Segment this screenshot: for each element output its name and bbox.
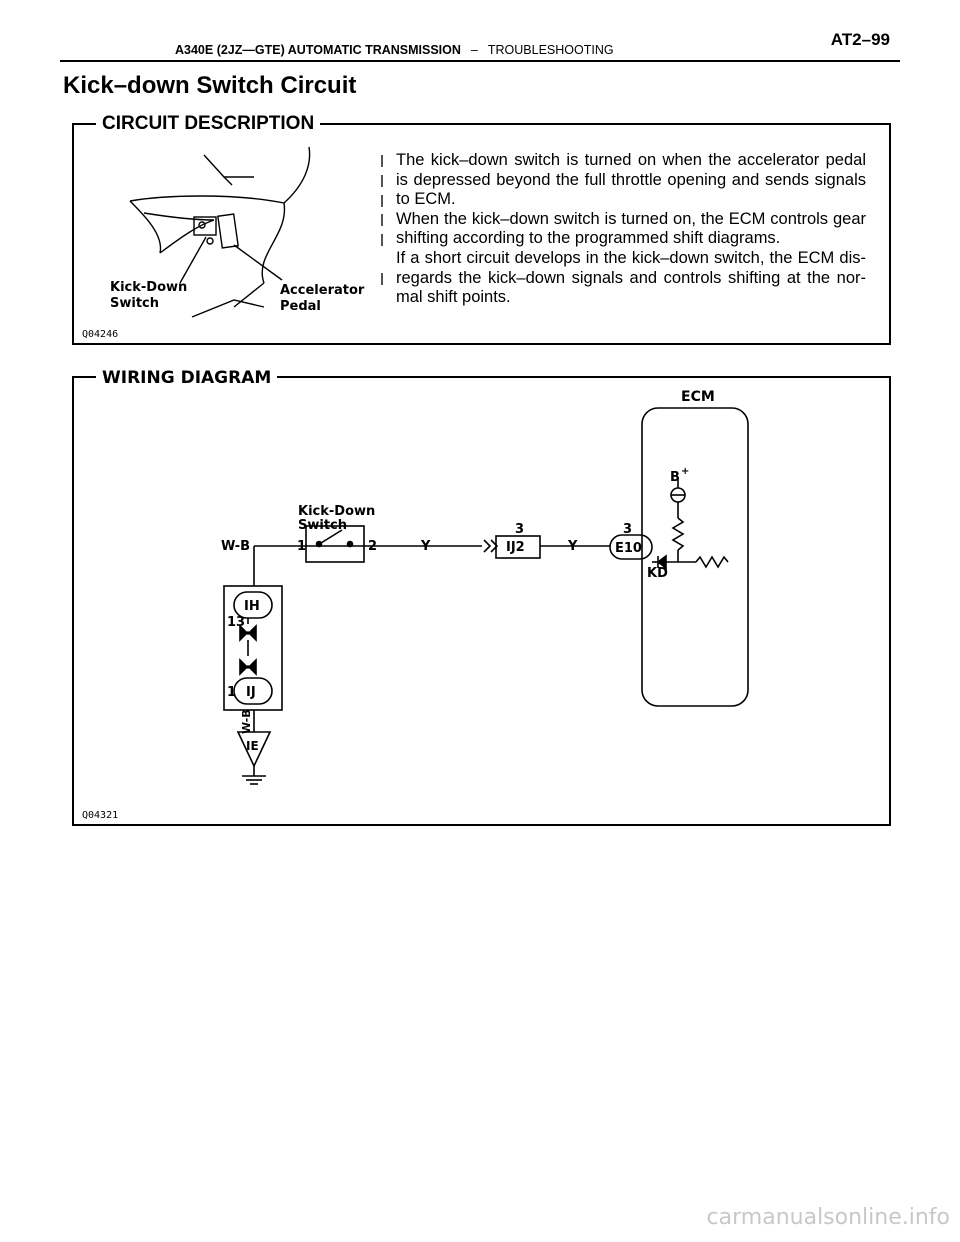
margin-mark <box>381 273 383 285</box>
page-number: AT2–99 <box>830 30 890 49</box>
connector-ih: IH <box>244 599 260 614</box>
header-subsection: TROUBLESHOOTING <box>487 43 614 57</box>
connector-e10: E10 <box>615 541 642 556</box>
switch-pin-2: 2 <box>368 539 378 554</box>
header-rule <box>60 60 900 62</box>
description-paragraph: When the kick–down switch is turned on, the ECM controls gear shifting according to the programmed shift diagrams. <box>396 209 866 248</box>
ih-pin: 13 <box>227 615 246 630</box>
kick-down-switch-illustration <box>74 125 394 343</box>
wiring-diagram-heading: WIRING DIAGRAM <box>96 367 277 389</box>
wiring-figure-id: Q04321 <box>82 810 119 821</box>
ij-pin: 1 <box>227 685 237 700</box>
margin-mark <box>381 195 383 207</box>
wire-wb-top: W-B <box>220 539 250 554</box>
connector-ij2: IJ2 <box>506 540 525 555</box>
wire-color-y-1: Y <box>421 539 431 554</box>
running-header <box>175 43 614 57</box>
circuit-description-box <box>72 113 891 345</box>
ground-ie-label: IE <box>246 739 259 753</box>
ecm-label: ECM <box>681 389 715 405</box>
wiring-diagram-box <box>72 368 891 826</box>
illus-switch-label-2: Switch <box>110 296 160 311</box>
description-paragraph: The kick–down switch is turned on when the accelerator pedal is depressed beyond the full throttle opening and sends signals to ECM. <box>396 151 866 209</box>
switch-pin-1: 1 <box>297 539 307 554</box>
switch-label-line2: Switch <box>298 518 348 533</box>
circuit-description-text <box>396 151 866 308</box>
margin-mark <box>381 175 383 187</box>
b-plus-superscript: + <box>681 466 690 477</box>
wiring-diagram <box>74 378 889 824</box>
connector-ij: IJ <box>246 685 256 700</box>
margin-mark <box>381 214 383 226</box>
wire-wb-vertical: W-B <box>240 709 253 734</box>
terminal-kd: KD <box>647 566 668 581</box>
page-title: Kick–down Switch Circuit <box>63 72 357 99</box>
illus-pedal-label-2: Pedal <box>280 299 321 314</box>
switch-label-line1: Kick-Down <box>298 504 376 519</box>
header-separator: – <box>470 43 478 57</box>
connector-e10-pin: 3 <box>623 522 633 537</box>
b-plus-label: B <box>670 470 680 485</box>
circuit-description-heading: CIRCUIT DESCRIPTION <box>96 113 320 135</box>
wire-color-y-2: Y <box>568 539 578 554</box>
illus-switch-label-1: Kick-Down <box>110 280 188 295</box>
illus-pedal-label-1: Accelerator <box>280 283 365 298</box>
header-section: A340E (2JZ—GTE) AUTOMATIC TRANSMISSION <box>175 43 461 57</box>
watermark: carmanualsonline.info <box>706 1205 950 1230</box>
illus-figure-id: Q04246 <box>82 329 119 340</box>
margin-mark <box>381 234 383 246</box>
description-paragraph: If a short circuit develops in the kick–down switch, the ECM dis- regards the kick–down signals and controls shifting at the nor- mal shift points. <box>396 248 866 307</box>
margin-mark <box>381 155 383 167</box>
connector-ij2-pin: 3 <box>515 522 525 537</box>
